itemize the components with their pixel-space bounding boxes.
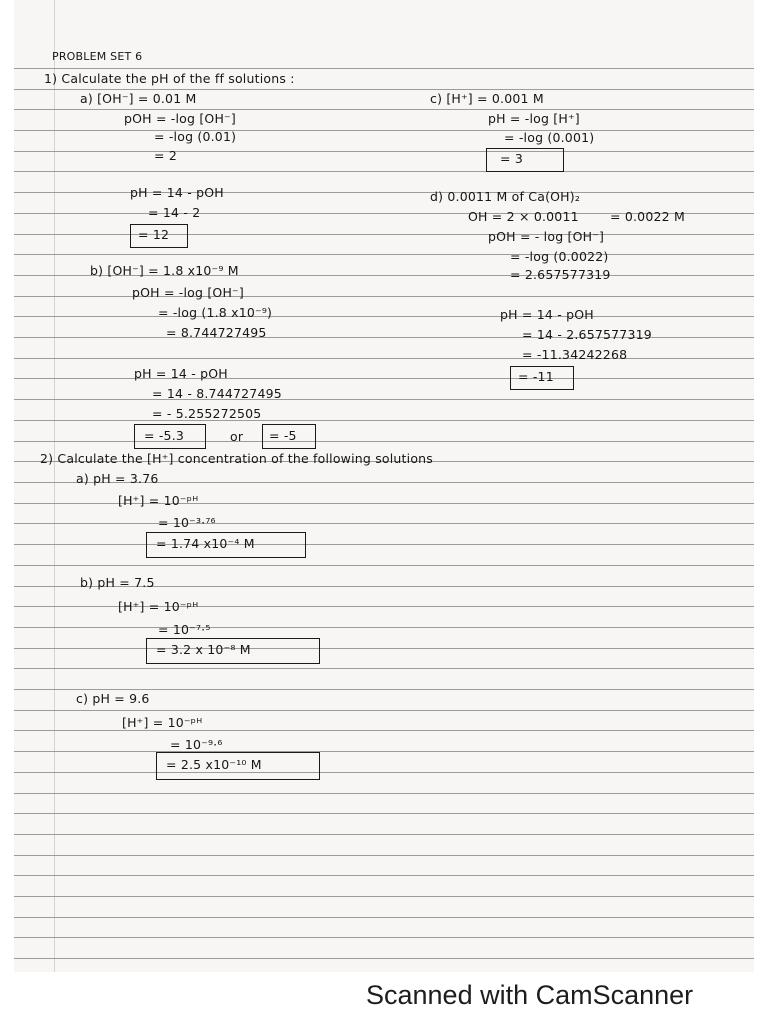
q2c-answer: = 2.5 x10⁻¹⁰ M bbox=[166, 757, 262, 772]
q1a-answer: = 12 bbox=[138, 227, 170, 242]
rule-line bbox=[14, 130, 754, 131]
rule-line bbox=[14, 296, 754, 297]
q2b-given: b) pH = 7.5 bbox=[80, 575, 155, 590]
q1a-ph-2: = 14 - 2 bbox=[148, 205, 201, 220]
q2b-step-1: [H⁺] = 10⁻ᵖᴴ bbox=[118, 599, 199, 614]
rule-line bbox=[14, 523, 754, 524]
rule-line bbox=[14, 834, 754, 835]
q1d-oh-2: = 0.0022 M bbox=[610, 209, 685, 224]
q1b-ph-3: = - 5.255272505 bbox=[152, 406, 262, 421]
rule-line bbox=[14, 917, 754, 918]
rule-line bbox=[14, 855, 754, 856]
rule-line bbox=[14, 171, 754, 172]
q1a-poh-2: = -log (0.01) bbox=[154, 129, 237, 144]
q2-prompt: 2) Calculate the [H⁺] concentration of the following solutions bbox=[40, 451, 434, 466]
rule-line bbox=[14, 378, 754, 379]
q1c-ph-2: = -log (0.001) bbox=[504, 130, 595, 145]
q1b-answer-alt: = -5 bbox=[269, 428, 297, 443]
q1b-or: or bbox=[230, 429, 244, 444]
q1d-given: d) 0.0011 M of Ca(OH)₂ bbox=[430, 189, 581, 204]
q1d-poh-3: = 2.657577319 bbox=[510, 267, 611, 282]
q1a-poh-3: = 2 bbox=[154, 148, 177, 163]
q1d-poh-2: = -log (0.0022) bbox=[510, 249, 609, 264]
q1d-ph-2: = 14 - 2.657577319 bbox=[522, 327, 652, 342]
rule-line bbox=[14, 358, 754, 359]
rule-line bbox=[14, 89, 754, 90]
q2c-step-2: = 10⁻⁹·⁶ bbox=[170, 737, 223, 752]
q2b-step-2: = 10⁻⁷·⁵ bbox=[158, 622, 211, 637]
rule-line bbox=[14, 565, 754, 566]
q1d-oh-1: OH = 2 × 0.0011 bbox=[468, 209, 579, 224]
q1b-answer: = -5.3 bbox=[144, 428, 185, 443]
rule-line bbox=[14, 254, 754, 255]
q2b-answer: = 3.2 x 10⁻⁸ M bbox=[156, 642, 251, 657]
q1c-answer-box bbox=[486, 148, 564, 172]
rule-line bbox=[14, 813, 754, 814]
rule-line bbox=[14, 399, 754, 400]
notebook-page bbox=[14, 0, 754, 972]
rule-line bbox=[14, 627, 754, 628]
rule-line bbox=[14, 234, 754, 235]
q1a-given: a) [OH⁻] = 0.01 M bbox=[80, 91, 197, 106]
rule-line bbox=[14, 730, 754, 731]
rule-line bbox=[14, 875, 754, 876]
rule-line bbox=[14, 896, 754, 897]
rule-line bbox=[14, 68, 754, 69]
rule-line bbox=[14, 648, 754, 649]
rule-line bbox=[14, 420, 754, 421]
rule-line bbox=[14, 316, 754, 317]
rule-line bbox=[14, 710, 754, 711]
q1a-poh-1: pOH = -log [OH⁻] bbox=[124, 111, 236, 126]
q1d-ph-1: pH = 14 - pOH bbox=[500, 307, 594, 322]
camscanner-watermark: Scanned with CamScanner bbox=[366, 980, 694, 1010]
problem-set-header: PROBLEM SET 6 bbox=[52, 50, 143, 63]
rule-line bbox=[14, 151, 754, 152]
q1d-answer: = -11 bbox=[518, 369, 554, 384]
q1b-poh-1: pOH = -log [OH⁻] bbox=[132, 285, 244, 300]
rule-line bbox=[14, 668, 754, 669]
q1b-ph-1: pH = 14 - pOH bbox=[134, 366, 228, 381]
q1b-ph-2: = 14 - 8.744727495 bbox=[152, 386, 282, 401]
q1c-given: c) [H⁺] = 0.001 M bbox=[430, 91, 544, 106]
rule-line bbox=[14, 441, 754, 442]
rule-line bbox=[14, 793, 754, 794]
rule-line bbox=[14, 192, 754, 193]
q2a-step-1: [H⁺] = 10⁻ᵖᴴ bbox=[118, 493, 199, 508]
margin-line bbox=[54, 0, 55, 972]
q1b-poh-3: = 8.744727495 bbox=[166, 325, 267, 340]
q1b-poh-2: = -log (1.8 x10⁻⁹) bbox=[158, 305, 273, 320]
q1c-answer: = 3 bbox=[500, 151, 523, 166]
q1d-ph-3: = -11.34242268 bbox=[522, 347, 628, 362]
q2a-given: a) pH = 3.76 bbox=[76, 471, 159, 486]
rule-line bbox=[14, 751, 754, 752]
rule-line bbox=[14, 958, 754, 959]
rule-line bbox=[14, 544, 754, 545]
rule-line bbox=[14, 937, 754, 938]
rule-line bbox=[14, 689, 754, 690]
q2a-answer: = 1.74 x10⁻⁴ M bbox=[156, 536, 255, 551]
q1c-ph-1: pH = -log [H⁺] bbox=[488, 111, 580, 126]
q1a-ph-1: pH = 14 - pOH bbox=[130, 185, 224, 200]
rule-line bbox=[14, 772, 754, 773]
q1b-given: b) [OH⁻] = 1.8 x10⁻⁹ M bbox=[90, 263, 239, 278]
q2c-step-1: [H⁺] = 10⁻ᵖᴴ bbox=[122, 715, 203, 730]
q1-prompt: 1) Calculate the pH of the ff solutions : bbox=[44, 71, 295, 86]
q2a-step-2: = 10⁻³·⁷⁶ bbox=[158, 515, 216, 530]
rule-line bbox=[14, 109, 754, 110]
q2c-given: c) pH = 9.6 bbox=[76, 691, 150, 706]
q1d-poh-1: pOH = - log [OH⁻] bbox=[488, 229, 605, 244]
